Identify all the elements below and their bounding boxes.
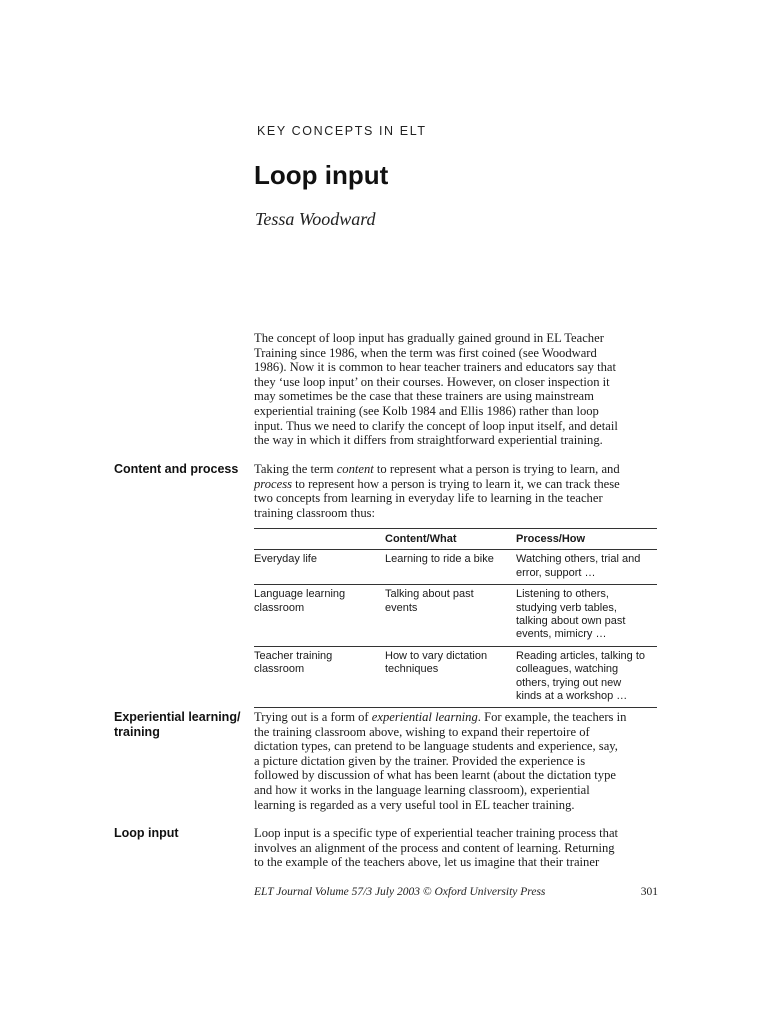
table-header-cell: Process/How — [516, 533, 586, 545]
table-cell: Everyday life — [254, 553, 317, 566]
table-cell: Reading articles, talking to colleagues, watching others, trying out new kinds at a workshop … — [516, 649, 646, 703]
text-line: experiential training (see Kolb 1984 and Ellis 1986) rather than loop — [254, 403, 599, 418]
article-author: Tessa Woodward — [255, 209, 376, 229]
text-line: dictation types, can pretend to be language students and experience, say, — [254, 739, 618, 754]
table-cell: Teacher training classroom — [254, 649, 333, 676]
content-process-paragraph — [254, 462, 658, 520]
table-header-cell: Content/What — [385, 533, 457, 545]
intro-paragraph — [254, 331, 658, 448]
text-line: followed by discussion of what has been learnt (about the dictation type — [254, 768, 616, 783]
emphasis-process: process — [254, 476, 293, 491]
text-line: Loop input is a specific type of experiential teacher training process that — [254, 826, 619, 840]
text-line: and how it works in the language learning classroom), experiential — [254, 782, 590, 797]
page-number: 301 — [640, 886, 658, 898]
loop-input-paragraph — [254, 826, 658, 870]
text-line: to the example of the teachers above, let us imagine that their trainer — [254, 855, 600, 870]
table-cell: Talking about past events — [385, 588, 474, 614]
text-line: learning is regarded as a very useful tool in EL teacher training. — [254, 797, 575, 812]
table-cell: Learning to ride a bike — [385, 553, 494, 566]
table-row — [254, 646, 657, 708]
text-line: two concepts from learning in everyday life to learning in the teacher — [254, 491, 603, 506]
text-line: training classroom thus: — [254, 505, 376, 520]
side-heading-content-process: Content and process — [114, 462, 239, 476]
table-cell: Watching others, trial and error, support … — [516, 553, 641, 579]
text-line: 1986). Now it is common to hear teacher trainers and educators say that — [254, 360, 616, 375]
experiential-paragraph — [254, 710, 658, 812]
side-heading-experiential: Experiential learning/ training — [114, 710, 241, 739]
table-header-cell — [254, 529, 385, 550]
text-line: Taking the term content to represent what a person is trying to learn, and — [254, 462, 620, 476]
side-heading-loop-input: Loop input — [114, 826, 179, 840]
article-title: Loop input — [254, 160, 389, 190]
table-row — [254, 550, 657, 585]
text-line: they ‘use loop input’ on their courses. However, on closer inspection it — [254, 374, 610, 389]
emphasis-content: content — [336, 462, 374, 476]
text-line: involves an alignment of the process and content of learning. Returning — [254, 840, 615, 855]
text-line: the training classroom above, wishing to expand their repertoire of — [254, 724, 590, 739]
table-row — [254, 585, 657, 647]
journal-citation: ELT Journal Volume 57/3 July 2003 © Oxford University Press — [254, 886, 546, 898]
text-line: Training since 1986, when the term was first coined (see Woodward — [254, 345, 597, 360]
text-line: the way in which it differs from straightforward experiential training. — [254, 433, 603, 448]
text-line: input. Thus we need to clarify the concept of loop input itself, and detail — [254, 418, 618, 433]
section-kicker: KEY CONCEPTS IN ELT — [257, 124, 427, 138]
table-cell: Listening to others, studying verb tables, talking about own past events, mimicry … — [516, 588, 626, 641]
text-line: The concept of loop input has gradually gained ground in EL Teacher — [254, 331, 604, 345]
content-process-table — [254, 528, 657, 708]
table-cell: How to vary dictation techniques — [385, 649, 488, 676]
text-line: may sometimes be the case that these trainers are using mainstream — [254, 389, 594, 404]
text-line: process to represent how a person is trying to learn it, we can track these — [254, 476, 620, 491]
text-line: a picture dictation given by the trainer. Provided the experience is — [254, 753, 586, 768]
text-line: Trying out is a form of experiential learning. For example, the teachers in — [254, 710, 627, 724]
emphasis-experiential-learning: experiential learning — [371, 710, 478, 724]
table-cell: Language learning classroom — [254, 588, 346, 614]
table-header-row — [254, 529, 657, 550]
